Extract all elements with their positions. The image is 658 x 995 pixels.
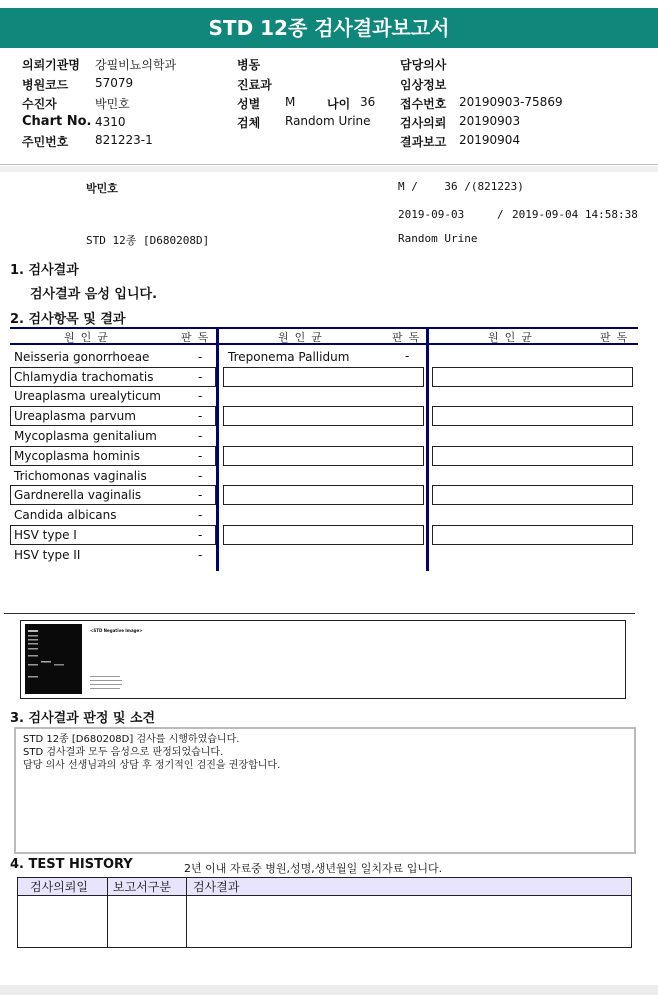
organism-name: HSV type I: [14, 528, 77, 542]
summary-name: 박민호: [86, 182, 118, 195]
age-label: 나이: [327, 97, 351, 111]
organism-result: -: [198, 449, 203, 463]
gel-legend-line: [90, 680, 122, 681]
section2-heading: 2. 검사항목 및 결과: [10, 312, 126, 327]
history-col-request-date: 검사의뢰일: [30, 880, 88, 894]
section1-heading: 1. 검사결과: [10, 263, 79, 278]
gel-image: [25, 624, 82, 694]
request-value: 20190903: [459, 114, 521, 128]
organism-result: -: [198, 528, 203, 542]
info-separator: [0, 164, 658, 165]
summary-date-end: 2019-09-04 14:58:38: [512, 208, 638, 221]
organism-name: Treponema Pallidum: [228, 350, 350, 364]
gel-bands-graphic: [25, 624, 82, 694]
organism-name: Ureaplasma parvum: [14, 409, 136, 423]
gel-caption: <STD Negative Image>: [90, 628, 143, 633]
hospital-code-value: 57079: [95, 76, 134, 90]
section1-result: 검사결과 음성 입니다.: [30, 287, 158, 302]
history-col-result: 검사결과: [193, 880, 240, 894]
memo-text: STD 12종 [D680208D] 검사를 시행하였습니다. STD 검사결과 모두 음성으로 판정되었습니다. 담당 의사 선생님과의 상담 후 정기적인 검진을 권장합니다.: [23, 734, 281, 771]
clinical-label: 임상정보: [400, 78, 447, 92]
organism-result: -: [198, 409, 203, 423]
gel-legend-line: [90, 684, 122, 685]
organism-result: -: [198, 370, 203, 384]
organism-name: Ureaplasma urealyticum: [14, 389, 161, 403]
summary-specimen: Random Urine: [398, 232, 478, 245]
info-separator-shadow: [0, 166, 658, 172]
row-box: [223, 406, 424, 426]
chart-label: Chart No.: [22, 114, 92, 129]
row-box: [223, 525, 424, 545]
organism-result: -: [198, 508, 203, 522]
organism-name: Trichomonas vaginalis: [14, 469, 147, 483]
organism-result: -: [198, 469, 203, 483]
organism-result: -: [198, 548, 203, 562]
memo-box: [14, 727, 636, 854]
organism-result: -: [198, 429, 203, 443]
specimen-value: Random Urine: [285, 114, 371, 128]
history-col-report-type: 보고서구분: [113, 880, 171, 894]
ward-label: 병동: [237, 58, 261, 72]
col1-header-org: 원인균: [64, 331, 114, 344]
column-separator-2: [426, 327, 429, 571]
request-label: 검사의뢰: [400, 116, 447, 130]
organism-name: Neisseria gonorrhoeae: [14, 350, 150, 364]
organism-name: Gardnerella vaginalis: [14, 488, 142, 502]
row-box: [432, 525, 633, 545]
organism-result: -: [198, 350, 203, 364]
specimen-label: 검체: [237, 116, 261, 130]
resident-value: 821223-1: [95, 133, 153, 147]
col2-header-result: 판독: [392, 331, 426, 344]
organism-result: -: [198, 488, 203, 502]
summary-test-code: STD 12종 [D680208D]: [86, 234, 210, 247]
organism-result: -: [405, 349, 410, 363]
institution-label: 의뢰기관명: [22, 58, 80, 72]
history-col-sep: [186, 877, 187, 948]
gel-divider: [4, 613, 635, 614]
sex-label: 성별: [237, 97, 261, 111]
patient-info: [0, 48, 658, 166]
summary-date-sep: /: [497, 208, 504, 221]
section4-heading: 4. TEST HISTORY: [10, 857, 133, 872]
doctor-label: 담당의사: [400, 58, 447, 72]
row-box: [432, 485, 633, 505]
bottom-strip: [0, 985, 658, 995]
col3-header-result: 판독: [600, 331, 634, 344]
summary-sex-age: M / 36 /(821223): [398, 180, 524, 193]
organism-name: Candida albicans: [14, 508, 117, 522]
col2-header-org: 원인균: [278, 331, 328, 344]
history-col-sep: [107, 877, 108, 948]
column-separator-1: [216, 327, 219, 571]
resident-label: 주민번호: [22, 135, 69, 149]
col3-header-org: 원인균: [488, 331, 538, 344]
history-header: [17, 877, 632, 896]
report-title: STD 12종 검사결과보고서: [0, 8, 658, 48]
row-box: [432, 367, 633, 387]
row-box: [223, 367, 424, 387]
receipt-label: 접수번호: [400, 97, 447, 111]
organism-name: Mycoplasma genitalium: [14, 429, 157, 443]
receipt-value: 20190903-75869: [459, 95, 563, 109]
row-box: [223, 446, 424, 466]
hospital-code-label: 병원코드: [22, 78, 69, 92]
history-note: 2년 이내 자료중 병원,성명,생년월일 일치자료 입니다.: [184, 862, 443, 875]
gel-legend-line: [90, 688, 120, 689]
row-box: [223, 485, 424, 505]
report-value: 20190904: [459, 133, 521, 147]
organism-name: HSV type II: [14, 548, 81, 562]
age-value: 36: [360, 95, 376, 109]
section3-heading: 3. 검사결과 판정 및 소견: [10, 711, 156, 726]
gel-legend-line: [90, 676, 120, 677]
patient-label: 수진자: [22, 97, 57, 111]
chart-value: 4310: [95, 115, 126, 129]
row-box: [432, 406, 633, 426]
sex-value: M: [285, 95, 296, 109]
patient-value: 박민호: [95, 97, 130, 111]
history-body: [17, 895, 632, 948]
organism-result: -: [198, 389, 203, 403]
department-label: 진료과: [237, 78, 272, 92]
row-box: [432, 446, 633, 466]
summary-date-start: 2019-09-03: [398, 208, 465, 221]
col1-header-result: 판독: [181, 331, 215, 344]
institution-value: 강필비뇨의학과: [95, 58, 177, 72]
report-label: 결과보고: [400, 135, 447, 149]
organism-name: Chlamydia trachomatis: [14, 370, 154, 384]
organism-name: Mycoplasma hominis: [14, 449, 140, 463]
